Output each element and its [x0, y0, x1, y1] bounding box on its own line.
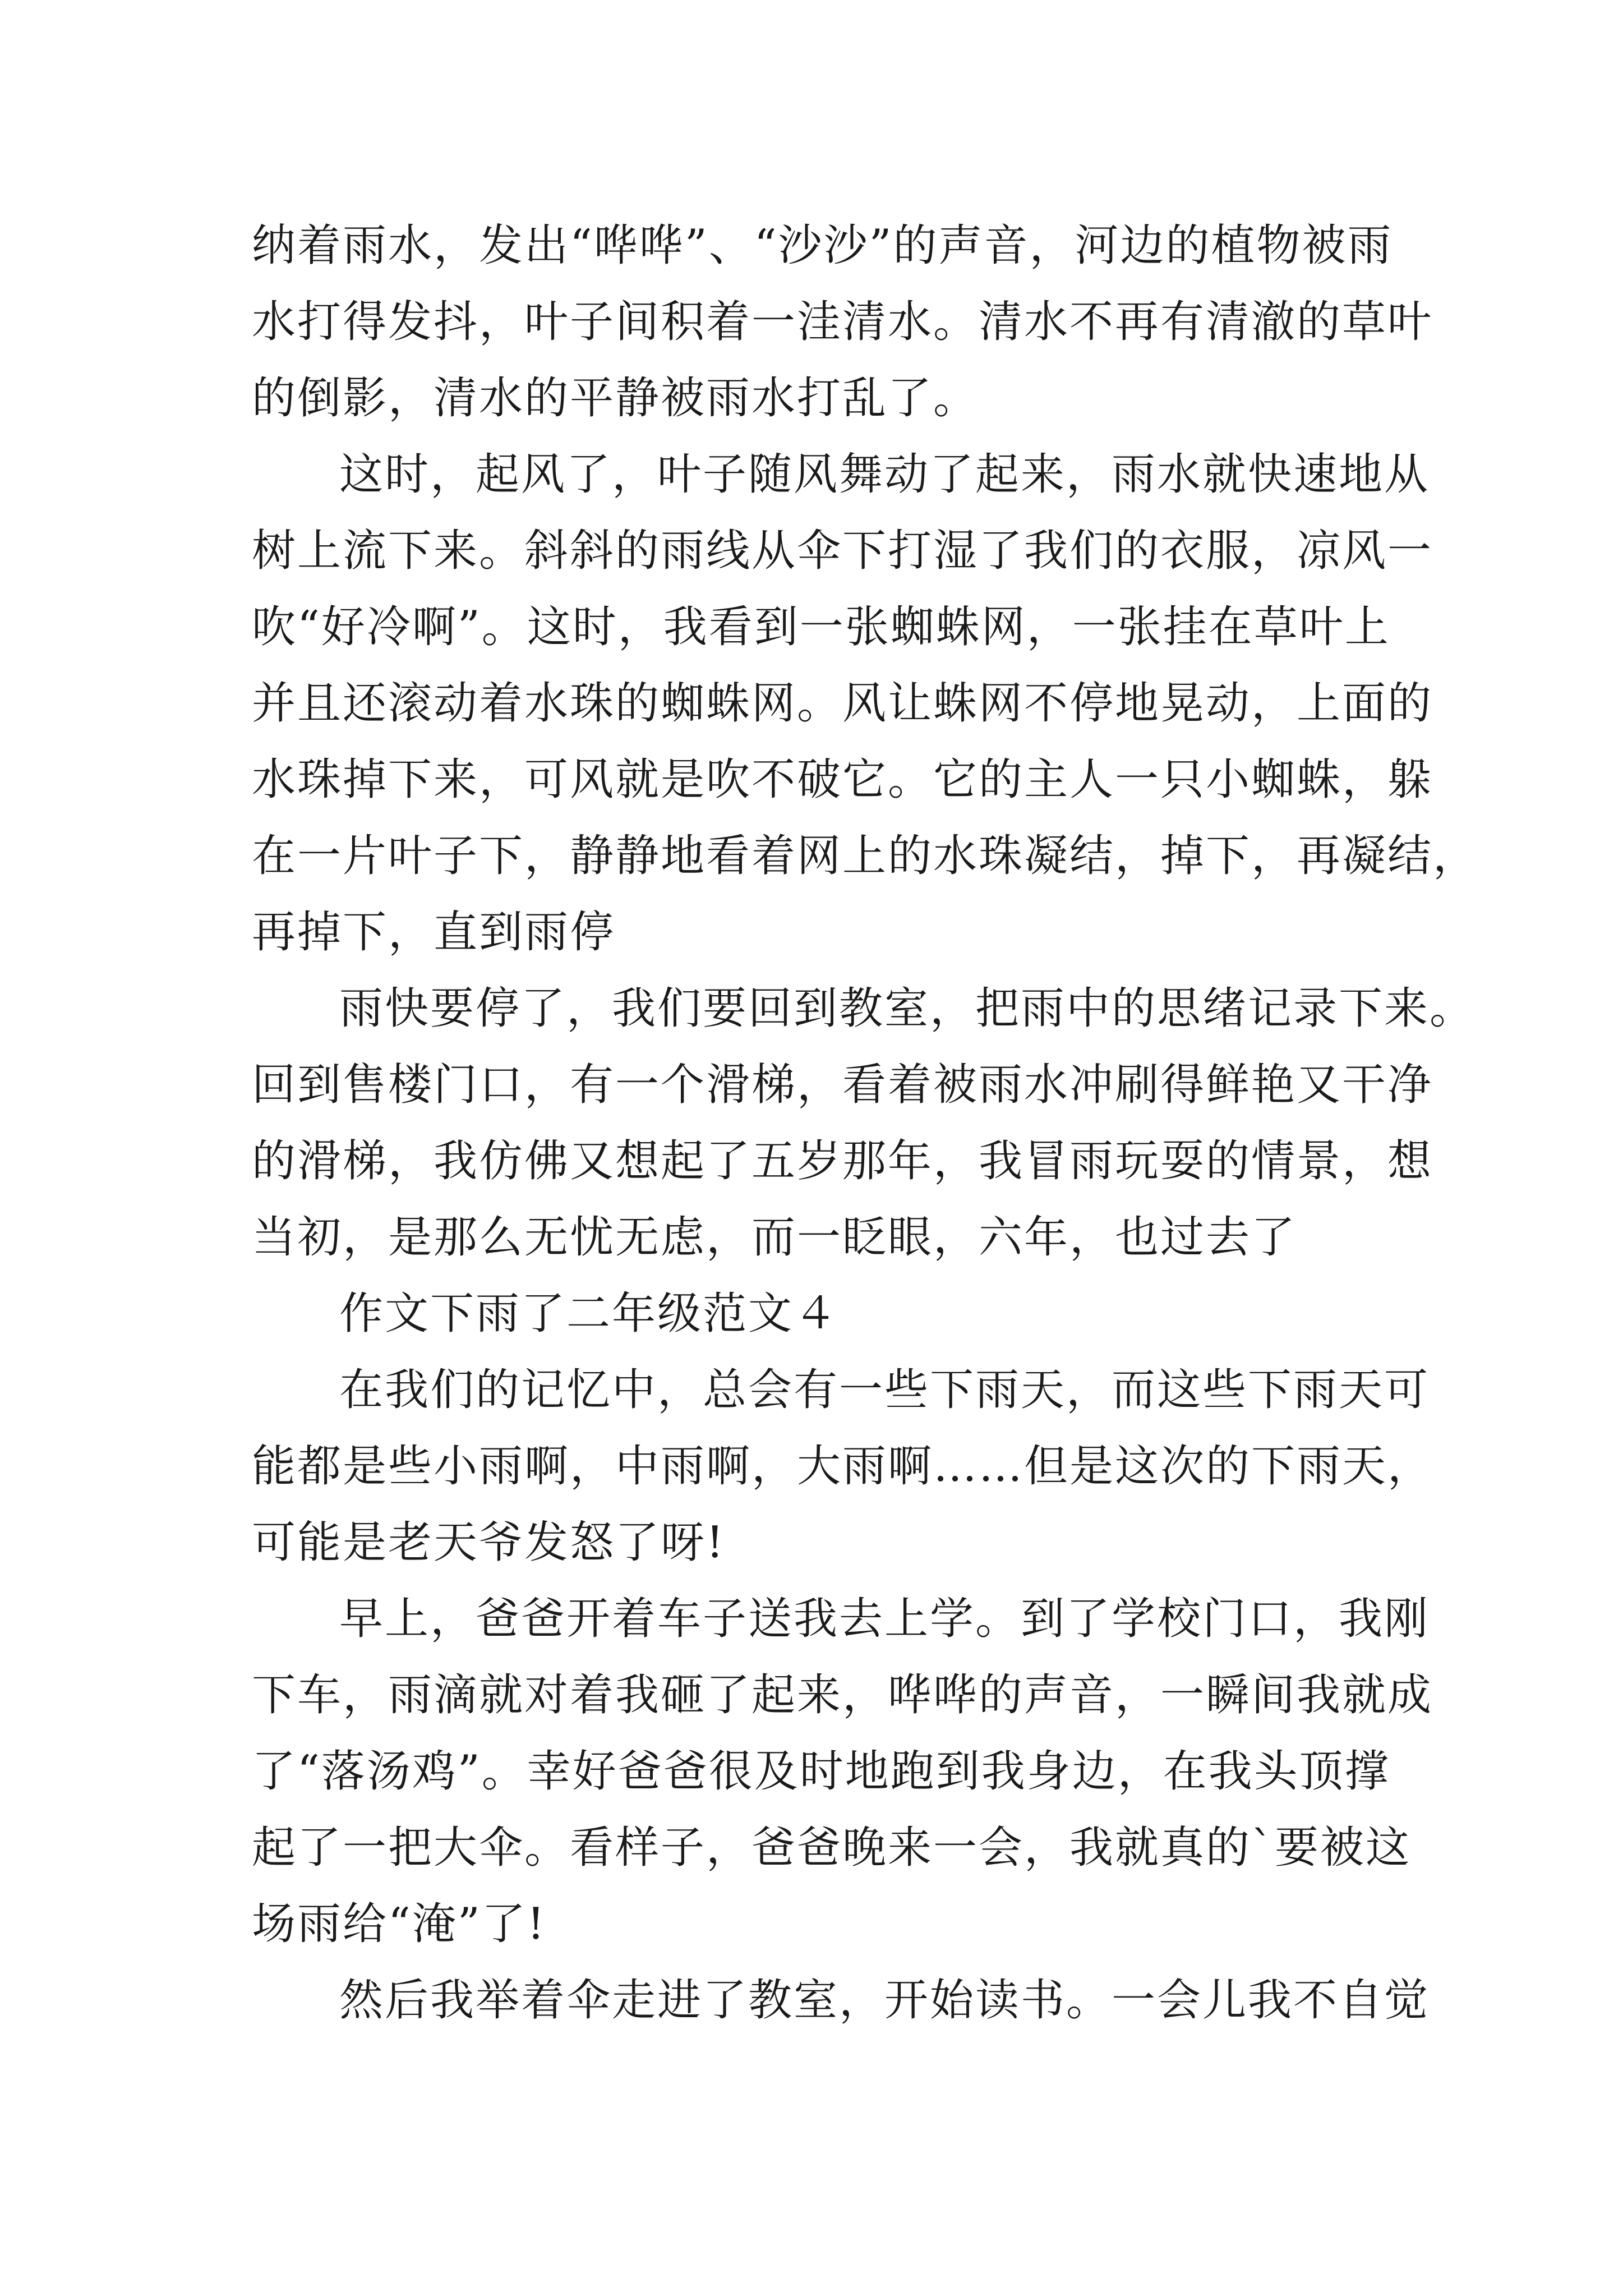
text-line-2: 水打得发抖，叶子间积着一洼清水。清水不再有清澈的草叶 — [252, 297, 1433, 347]
text-line-3: 的倒影，清水的平静被雨水打乱了。 — [252, 373, 979, 424]
text-line-14: 当初，是那么无忧无虑，而一眨眼，六年，也过去了 — [252, 1212, 1297, 1263]
text-line-8: 水珠掉下来，可风就是吹不破它。它的主人一只小蜘蛛，躲 — [252, 754, 1433, 805]
text-line-4: 这时，起风了，叶子随风舞动了起来，雨水就快速地从 — [339, 449, 1430, 500]
text-line-21: 了“落汤鸡”。幸好爸爸很及时地跑到我身边，在我头顶撑 — [252, 1746, 1390, 1797]
text-line-17: 能都是些小雨啊，中雨啊，大雨啊……但是这次的下雨天， — [252, 1441, 1433, 1492]
text-line-11: 雨快要停了，我们要回到教室，把雨中的思绪记录下来。 — [339, 983, 1476, 1034]
text-line-1: 纳着雨水，发出“哗哗”、“沙沙”的声音，河边的植物被雨 — [252, 220, 1393, 271]
text-line-20: 下车，雨滴就对着我砸了起来，哗哗的声音，一瞬间我就成 — [252, 1670, 1433, 1720]
text-line-16: 在我们的记忆中，总会有一些下雨天，而这些下雨天可 — [339, 1365, 1430, 1415]
text-line-23: 场雨给“淹”了! — [252, 1899, 547, 1949]
text-line-7: 并且还滚动着水珠的蜘蛛网。风让蛛网不停地晃动，上面的 — [252, 678, 1433, 729]
text-line-24: 然后我举着伞走进了教室，开始读书。一会儿我不自觉 — [339, 1975, 1430, 2026]
text-line-10: 再掉下，直到雨停 — [252, 907, 616, 958]
section-heading: 作文下雨了二年级范文４ — [339, 1289, 840, 1339]
text-line-12: 回到售楼门口，有一个滑梯，看着被雨水冲刷得鲜艳又干净 — [252, 1060, 1433, 1110]
text-line-5: 树上流下来。斜斜的雨线从伞下打湿了我们的衣服，凉风一 — [252, 526, 1433, 576]
text-line-18: 可能是老天爷发怒了呀! — [252, 1517, 726, 1568]
text-line-13: 的滑梯，我仿佛又想起了五岁那年，我冒雨玩耍的情景，想 — [252, 1136, 1433, 1186]
text-line-9: 在一片叶子下，静静地看着网上的水珠凝结，掉下，再凝结， — [252, 831, 1479, 881]
text-line-19: 早上，爸爸开着车子送我去上学。到了学校门口，我刚 — [339, 1594, 1430, 1644]
text-line-22: 起了一把大伞。看样子，爸爸晚来一会，我就真的`要被这 — [252, 1823, 1412, 1873]
text-line-6: 吹“好冷啊”。这时，我看到一张蜘蛛网，一张挂在草叶上 — [252, 602, 1390, 652]
